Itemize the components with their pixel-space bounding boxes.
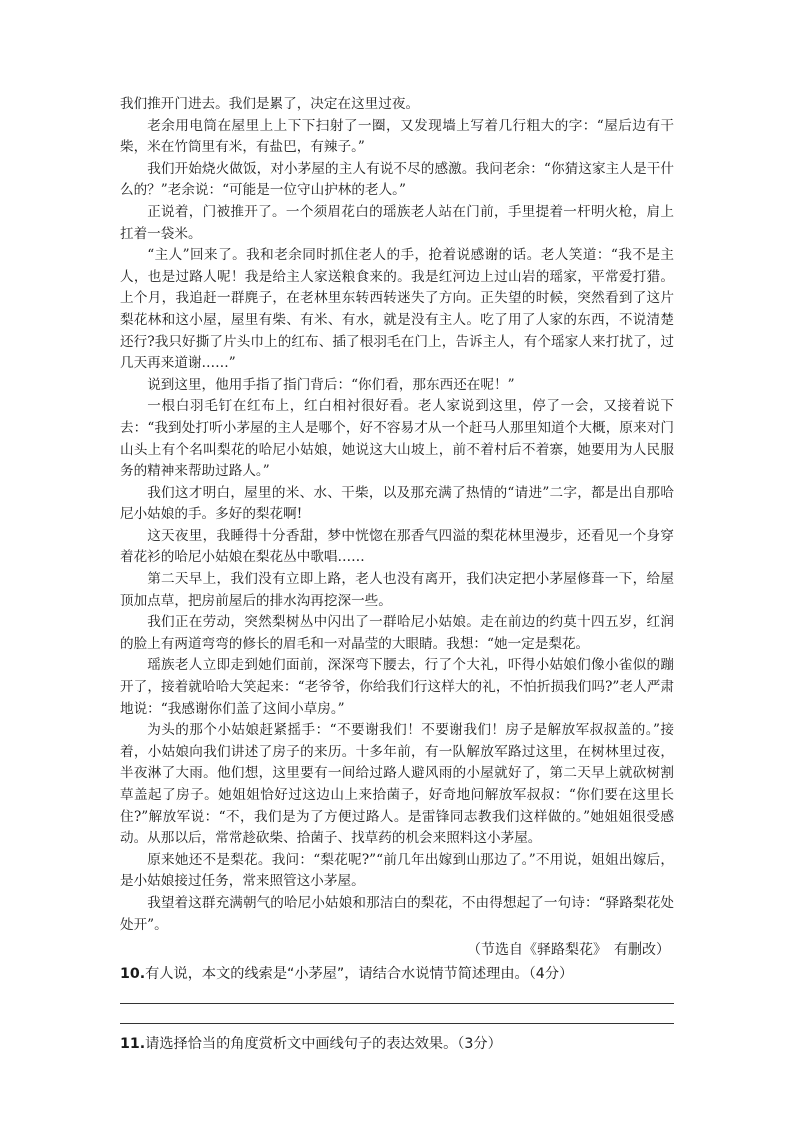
reading-passage xyxy=(120,94,674,936)
question-number: 11. xyxy=(120,1036,146,1053)
answer-line[interactable] xyxy=(120,1003,674,1004)
paragraph: 一根白羽毛钉在红布上，红白相衬很好看。老人家说到这里，停了一会，又接着说下去：“我到处打听小茅屋的主人是哪个，好不容易才从一个赶马人那里知道个大概，原来对门山头上有个名叫梨花的哈尼小姑娘，她说这大山坡上，前不着村后不着寨，她要用为人民服务的精神来帮助过路人。” xyxy=(120,398,674,480)
answer-line[interactable] xyxy=(120,1023,674,1024)
question-text: 有人说，本文的线索是“小茅屋”，请结合水说情节简述理由。（4分） xyxy=(145,966,574,983)
source-citation: （节选自《驿路梨花》 有删改） xyxy=(467,942,670,959)
question-10 xyxy=(120,962,674,986)
paragraph: 为头的那个小姑娘赶紧摇手：“不要谢我们！不要谢我们！房子是解放军叔叔盖的。”接着，小姑娘向我们讲述了房子的来历。十多年前，有一队解放军路过这里，在树林里过夜，半夜淋了大雨。他们想，这里要有一间给过路人避风雨的小屋就好了，第二天早上就砍树割草盖起了房子。她姐姐恰好过这边山上来拾菌子，好奇地问解放军叔叔：“你们要在这里长住?”解放军说：“不，我们是为了方便过路人。是雷锋同志教我们这样做的。”她姐姐很受感动。从那以后，常常趁砍柴、拾菌子、找草药的机会来照料这小茅屋。 xyxy=(120,722,674,847)
paragraph: 原来她还不是梨花。我问：“梨花呢?”“前几年出嫁到山那边了。”不用说，姐姐出嫁后，是小姑娘接过任务，常来照管这小茅屋。 xyxy=(120,851,674,890)
paragraph: 这天夜里，我睡得十分香甜，梦中恍惚在那香气四溢的梨花林里漫步，还看见一个身穿着花衫的哈尼小姑娘在梨花丛中歌唱…… xyxy=(120,527,674,566)
paragraph: 正说着，门被推开了。一个须眉花白的瑶族老人站在门前，手里提着一杆明火枪，肩上扛着一袋米。 xyxy=(120,203,674,242)
paragraph: 我们开始烧火做饭，对小茅屋的主人有说不尽的感激。我问老余：“你猜这家主人是干什么的？”老余说：“可能是一位守山护林的老人。” xyxy=(120,160,674,199)
paragraph: 老余用电筒在屋里上上下下扫射了一圈，又发现墙上写着几行粗大的字：“屋后边有干柴，米在竹筒里有米，有盐巴，有辣子。” xyxy=(120,117,674,156)
paragraph: 我们这才明白，屋里的米、水、干柴，以及那充满了热情的“请进”二字，都是出自那哈尼小姑娘的手。多好的梨花啊! xyxy=(120,484,674,523)
paragraph: 瑶族老人立即走到她们面前，深深弯下腰去，行了个大礼，吓得小姑娘们像小雀似的蹦开了，接着就哈哈大笑起来：“老爷爷，你给我们行这样大的礼，不怕折损我们吗?”老人严肃地说：“我感谢你们盖了这间小草房。” xyxy=(120,657,674,717)
paragraph: 说到这里，他用手指了指门背后：“你们看，那东西还在呢！” xyxy=(147,376,515,393)
question-text: 请选择恰当的角度赏析文中画线句子的表达效果。（3分） xyxy=(145,1036,502,1053)
question-11 xyxy=(120,1032,674,1056)
paragraph: “主人”回来了。我和老余同时抓住老人的手，抢着说感谢的话。老人笑道：“我不是主人，也是过路人呢！我是给主人家送粮食来的。我是红河边上过山岩的瑶家，平常爱打猎。上个月，我追赶一群麂子，在老林里东转西转迷失了方向。正失望的时候，突然看到了这片梨花林和这小屋，屋里有柴、有米、有水，就是没有主人。吃了用了人家的东西，不说清楚还行?我只好撕了片头巾上的红布、插了根羽毛在门上，告诉主人，有个瑶家人来打扰了，过几天再来道谢……” xyxy=(120,247,674,372)
paragraph: 第二天早上，我们没有立即上路，老人也没有离开，我们决定把小茅屋修葺一下，给屋顶加点草，把房前屋后的排水沟再挖深一些。 xyxy=(120,571,674,609)
paragraph: 我们正在劳动，突然梨树丛中闪出了一群哈尼小姑娘。走在前边的约莫十四五岁，红润的脸上有两道弯弯的修长的眉毛和一对晶莹的大眼睛。我想：“她一定是梨花。 xyxy=(120,614,674,652)
paragraph: 我们推开门进去。我们是累了，决定在这里过夜。 xyxy=(120,96,420,112)
paragraph: 我望着这群充满朝气的哈尼小姑娘和那洁白的梨花，不由得想起了一句诗：“驿路梨花处处开”。 xyxy=(120,894,674,933)
question-number: 10. xyxy=(120,966,146,983)
document-page xyxy=(120,94,674,1056)
